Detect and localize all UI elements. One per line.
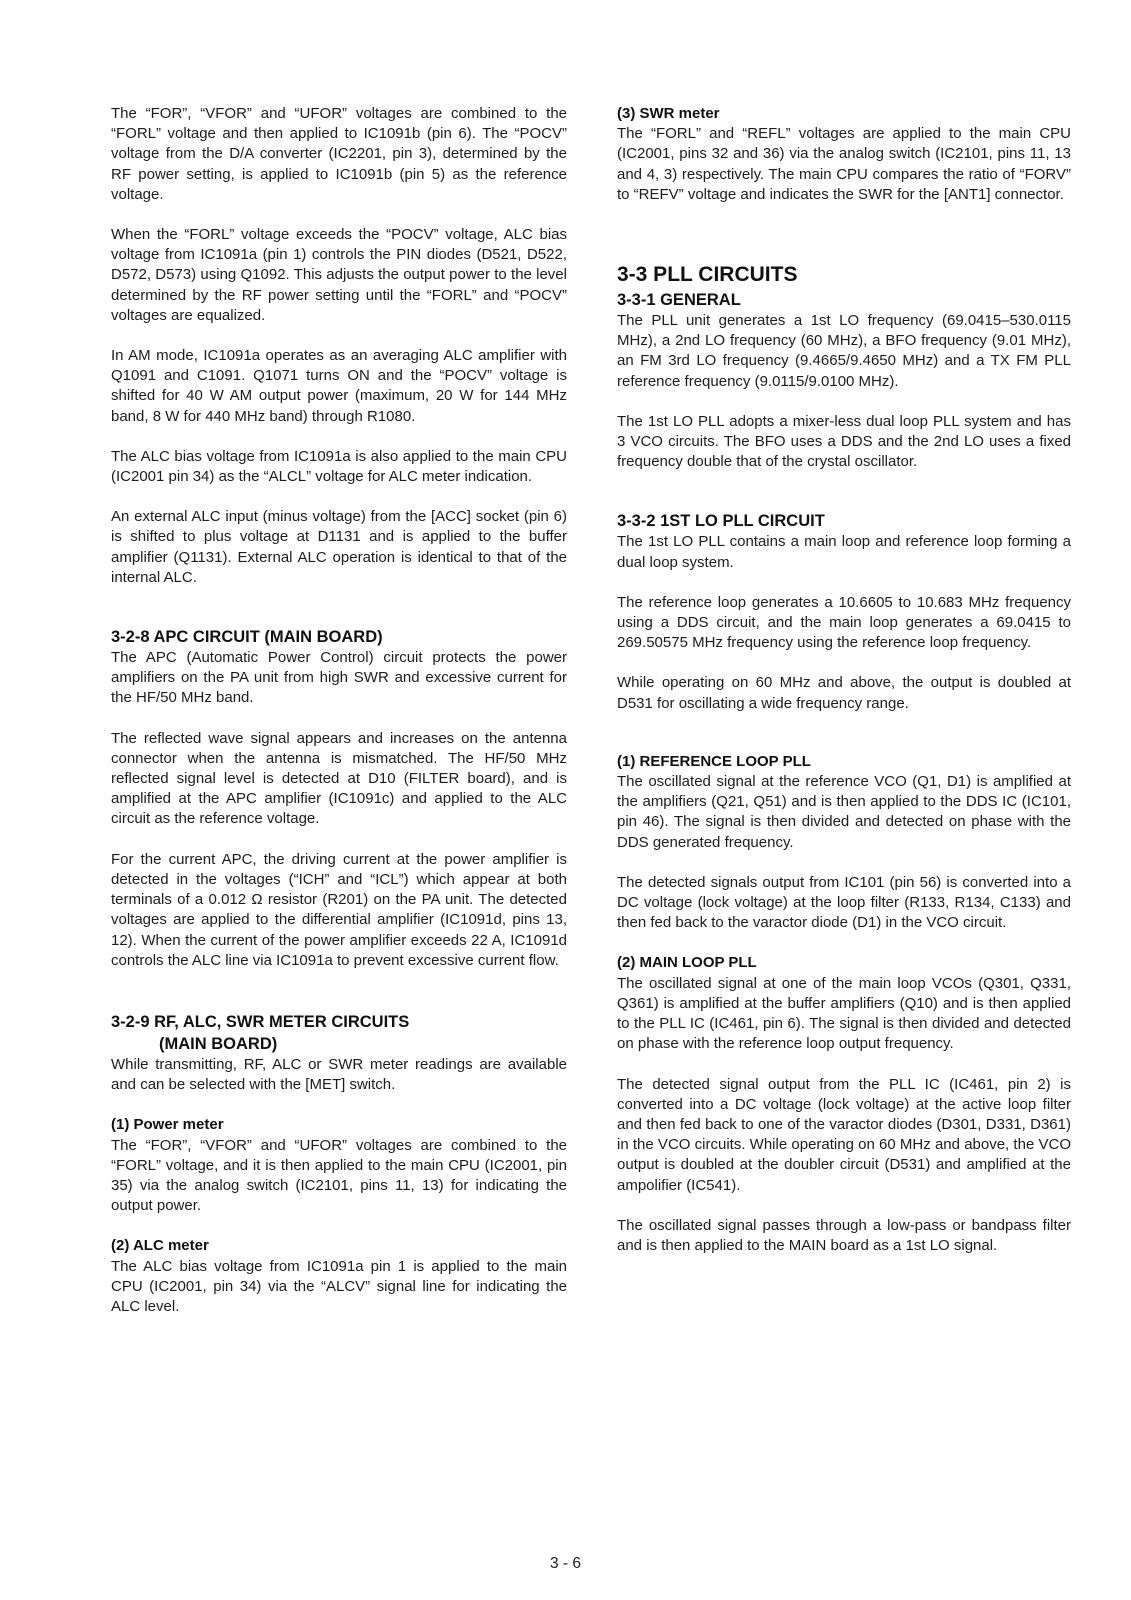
reference-loop-heading: (1) REFERENCE LOOP PLL bbox=[617, 752, 811, 770]
meter-section-heading bbox=[111, 1011, 567, 1055]
paragraph: The “FOR”, “VFOR” and “UFOR” voltages are combined to the “FORL” voltage and then applied to IC1091b (pin 6). The “POCV” voltage from the D/A converter (IC2201, pin 3), determined by the RF power setting, is applied to IC1091b (pin 5) as the reference voltage. bbox=[111, 105, 567, 203]
right-column bbox=[617, 104, 1071, 1276]
paragraph: The “FOR”, “VFOR” and “UFOR” voltages are combined to the “FORL” voltage, and it is then applied to the main CPU (IC2001, pin 35) via the analog switch (IC2101, pins 11, 13) for indicating the output power. bbox=[111, 1136, 567, 1215]
paragraph: In AM mode, IC1091a operates as an averaging ALC amplifier with Q1091 and C1091. Q1071 turns ON and the “POCV” voltage is shifted for 40 W AM output power (maximum, 20 W for 144 MHz band, 8 W for 440 MHz band) through R1080. bbox=[111, 347, 567, 425]
general-heading: 3-3-1 GENERAL bbox=[617, 291, 741, 310]
swr-meter-heading: (3) SWR meter bbox=[617, 105, 720, 122]
paragraph: The oscillated signal passes through a low-pass or bandpass filter and is then applied to the MAIN board as a 1st LO signal. bbox=[617, 1216, 1071, 1254]
paragraph: The APC (Automatic Power Control) circuit protects the power amplifiers on the PA unit from high SWR and excessive current for the HF/50 MHz band. bbox=[111, 649, 567, 707]
paragraph: While operating on 60 MHz and above, the output is doubled at D531 for oscillating a wide frequency range. bbox=[617, 674, 1071, 712]
paragraph: The “FORL” and “REFL” voltages are applied to the main CPU (IC2001, pins 32 and 36) via the analog switch (IC2101, pins 11, 13 and 4, 3) respectively. The main CPU compares the ratio of “FORV” to “REFV” voltage and indicates the SWR for the [ANT1] connector. bbox=[617, 125, 1071, 203]
paragraph: The reference loop generates a 10.6605 to 10.683 MHz frequency using a DDS circuit, and the main loop generates a 69.0415 to 269.50575 MHz frequency using the reference loop frequency. bbox=[617, 593, 1071, 652]
paragraph: When the “FORL” voltage exceeds the “POCV” voltage, ALC bias voltage from IC1091a (pin 1) controls the PIN diodes (D521, D522, D572, D573) using Q1092. This adjusts the output power to the level determined by the RF power setting until the “FORL” and “POCV” voltages are equalized. bbox=[111, 226, 567, 324]
apc-section-heading: 3-2-8 APC CIRCUIT (MAIN BOARD) bbox=[111, 628, 383, 647]
left-column bbox=[111, 104, 567, 1337]
alc-meter-heading: (2) ALC meter bbox=[111, 1237, 209, 1255]
paragraph: The ALC bias voltage from IC1091a pin 1 is applied to the main CPU (IC2001, pin 34) via the “ALCV” signal line for indicating the ALC level. bbox=[111, 1257, 567, 1315]
paragraph: An external ALC input (minus voltage) from the [ACC] socket (pin 6) is shifted to plus voltage at D1131 and is applied to the buffer amplifier (Q1131). External ALC operation is identical to that of the internal ALC. bbox=[111, 508, 567, 586]
paragraph: The 1st LO PLL adopts a mixer-less dual loop PLL system and has 3 VCO circuits. The BFO uses a DDS and the 2nd LO uses a fixed frequency double that of the crystal oscillator. bbox=[617, 412, 1071, 471]
spacer bbox=[617, 225, 1071, 261]
spacer bbox=[111, 608, 567, 626]
spacer bbox=[617, 492, 1071, 510]
paragraph: The ALC bias voltage from IC1091a is also applied to the main CPU (IC2001 pin 34) as the “ALCL” voltage for ALC meter indication. bbox=[111, 447, 567, 486]
first-lo-pll-heading: 3-3-2 1ST LO PLL CIRCUIT bbox=[617, 512, 825, 531]
meter-heading-line2: (MAIN BOARD) bbox=[159, 1034, 278, 1053]
page-number: 3 - 6 bbox=[549, 1555, 581, 1572]
paragraph: The PLL unit generates a 1st LO frequency (69.0415–530.0115 MHz), a 2nd LO frequency (60 MHz), a BFO frequency (9.01 MHz), an FM 3rd LO frequency (9.4665/9.4650 MHz) and a TX FM PLL reference frequency (9.0115/9.0100 MHz). bbox=[617, 312, 1071, 390]
power-meter-heading: (1) Power meter bbox=[111, 1116, 224, 1134]
paragraph: The 1st LO PLL contains a main loop and reference loop forming a dual loop system. bbox=[617, 533, 1071, 571]
paragraph: The oscillated signal at one of the main loop VCOs (Q301, Q331, Q361) is amplified at the buffer amplifiers (Q10) and is then applied to the PLL IC (IC461, pin 6). The signal is then divided and detected on phase with the reference loop output frequency. bbox=[617, 974, 1071, 1053]
spacer bbox=[617, 734, 1071, 752]
spacer bbox=[111, 991, 567, 1011]
paragraph: While transmitting, RF, ALC or SWR meter readings are available and can be selected with the [MET] switch. bbox=[111, 1055, 567, 1094]
paragraph: The oscillated signal at the reference VCO (Q1, D1) is amplified at the amplifiers (Q21, Q51) and is then applied to the DDS IC (IC101, pin 46). The signal is then divided and detected on phase with the DDS generated frequency. bbox=[617, 773, 1071, 851]
pll-circuits-heading: 3-3 PLL CIRCUITS bbox=[617, 263, 798, 287]
paragraph: The detected signal output from the PLL IC (IC461, pin 2) is converted into a DC voltage (lock voltage) at the active loop filter and then fed back to one of the varactor diodes (D301, D331, D361) in the VCO circuits. While operating on 60 MHz and above, the VCO output is doubled at the doubler circuit (D531) and amplified at the ampolifier (IC541). bbox=[617, 1075, 1071, 1194]
main-loop-heading: (2) MAIN LOOP PLL bbox=[617, 954, 757, 972]
meter-heading-line1: 3-2-9 RF, ALC, SWR METER CIRCUITS bbox=[111, 1012, 410, 1031]
paragraph: The reflected wave signal appears and increases on the antenna connector when the antenna is mismatched. The HF/50 MHz reflected signal level is detected at D10 (FILTER board), and is amplified at the APC amplifier (IC1091c) and applied to the ALC circuit as the reference voltage. bbox=[111, 729, 567, 828]
paragraph: For the current APC, the driving current at the power amplifier is detected in the voltages (“ICH” and “ICL”) which appear at both terminals of a 0.012 Ω resistor (R201) on the PA unit. The detected voltages are applied to the differential amplifier (IC1091d, pins 13, 12). When the current of the power amplifier exceeds 22 A, IC1091d controls the ALC line via IC1091a to prevent excessive current flow. bbox=[111, 850, 567, 969]
paragraph: The detected signals output from IC101 (pin 56) is converted into a DC voltage (lock voltage) at the loop filter (R133, R134, C133) and then fed back to the varactor diode (D1) in the VCO circuit. bbox=[617, 873, 1071, 932]
